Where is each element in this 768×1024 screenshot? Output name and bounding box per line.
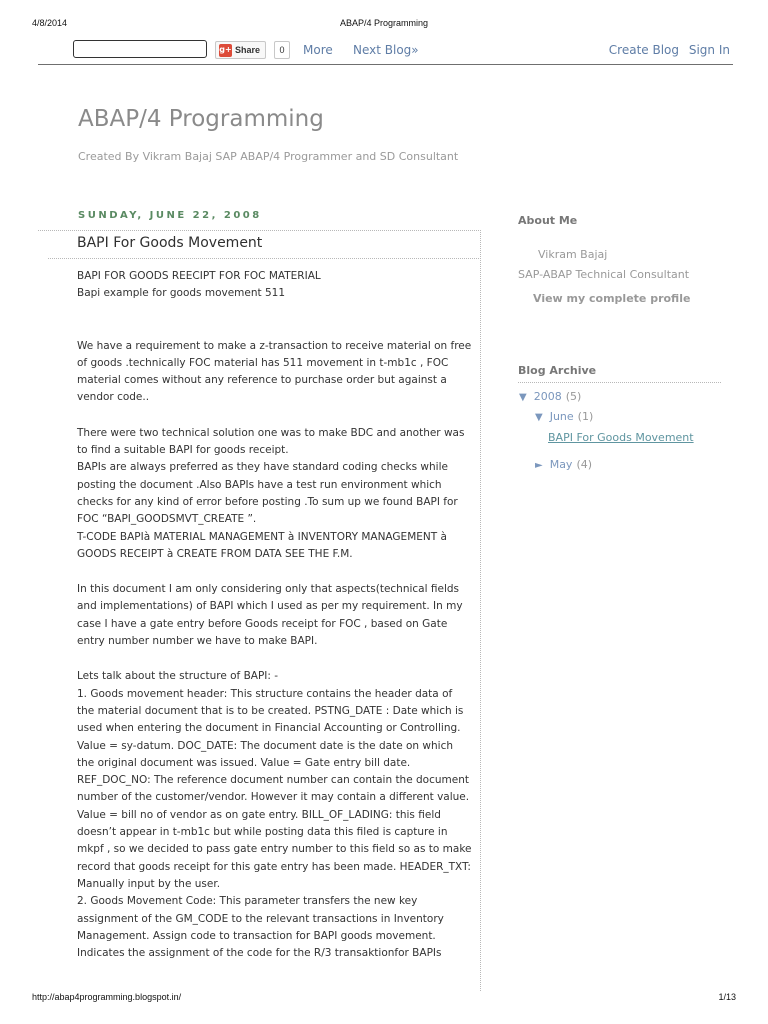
- google-plus-icon: g+: [219, 44, 232, 57]
- post-paragraph: In this document I am only considering only that aspects(technical fields and implementations) of BAPI which I used as per my requirement. In my case I have a gate entry before Goods receipt for FOC , based on Gate entry number number we have to make BAPI.: [77, 583, 463, 648]
- print-footer: [32, 992, 736, 1006]
- blog-title[interactable]: ABAP/4 Programming: [78, 106, 324, 132]
- post-paragraph: BAPIs are always preferred as they have standard coding checks while posting the document .Also BAPIs have a test run environment which checks for any kind of error before posting .To sum up we found BAPI for FOC “BAPI_GOODSMVT_CREATE ”.: [77, 461, 458, 526]
- post-paragraph: Lets talk about the structure of BAPI: -: [77, 670, 279, 683]
- print-date: 4/8/2014: [32, 18, 68, 28]
- archive-post-link[interactable]: BAPI For Goods Movement: [548, 431, 694, 444]
- view-profile-link[interactable]: View my complete profile: [533, 292, 691, 305]
- post-title-divider: [48, 258, 481, 259]
- post-spacer: [77, 407, 472, 425]
- author-name: Vikram Bajaj: [538, 248, 608, 261]
- blogger-navbar: [38, 40, 733, 65]
- print-header: [32, 18, 736, 32]
- post-body: [77, 268, 472, 962]
- post-paragraph: We have a requirement to make a z-transaction to receive material on free of goods .technically FOC material has 511 movement in t-mb1c , FOC material comes without any reference to purchase order but against a vendor code..: [77, 339, 472, 404]
- archive-divider: [518, 382, 721, 383]
- create-blog-link[interactable]: Create Blog: [608, 43, 679, 57]
- expand-toggle-icon[interactable]: ▼: [519, 392, 527, 403]
- archive-month-link[interactable]: May: [549, 458, 573, 471]
- post-title[interactable]: BAPI For Goods Movement: [77, 235, 263, 251]
- post-paragraph: T-CODE BAPIà MATERIAL MANAGEMENT à INVENTORY MANAGEMENT à GOODS RECEIPT à CREATE FROM DATA SEE THE F.M.: [77, 530, 447, 560]
- archive-year-link[interactable]: 2008: [533, 390, 562, 403]
- archive-year-count: (5): [565, 390, 582, 403]
- next-blog-link[interactable]: Next Blog»: [353, 43, 419, 57]
- share-label: Share: [235, 45, 261, 55]
- print-url: http://abap4programming.blogspot.in/: [32, 992, 182, 1002]
- print-title: ABAP/4 Programming: [339, 18, 429, 28]
- blog-archive-heading: Blog Archive: [518, 364, 597, 377]
- archive-month-may: [535, 458, 592, 471]
- collapse-toggle-icon[interactable]: ►: [535, 460, 543, 471]
- sign-in-link[interactable]: Sign In: [688, 43, 730, 57]
- archive-month-link[interactable]: June: [549, 410, 574, 423]
- blog-description: Created By Vikram Bajaj SAP ABAP/4 Programmer and SD Consultant: [78, 150, 459, 163]
- share-count: 0: [274, 41, 290, 59]
- post-spacer: [77, 563, 472, 581]
- archive-year-2008: [519, 390, 581, 403]
- post-paragraph: Bapi example for goods movement 511: [77, 287, 286, 300]
- post-paragraph: 1. Goods movement header: This structure contains the header data of the material document that is to be created. PSTNG_DATE : Date which is used when entering the document in Financial Accounting or Controlling. Value = sy-datum. DOC_DATE: The document date is the date on which the original document was issued. Value = Gate entry bill date. REF_DOC_NO: The reference document number can contain the document number of the customer/vendor. However it may contain a different value. Value = bill no of vendor as on gate entry. BILL_OF_LADING: this field doesn’t appear in t-mb1c but while posting data this filed is capture in mkpf , so we decided to pass gate entry number to this field so as to make record that goods receipt for this gate entry has been made. HEADER_TXT: Manually input by the user.: [77, 687, 472, 890]
- post-spacer: [77, 650, 472, 668]
- post-date-header: SUNDAY, JUNE 22, 2008: [78, 210, 262, 221]
- search-input[interactable]: [73, 40, 207, 58]
- more-link[interactable]: More: [303, 43, 333, 57]
- google-plus-share-button[interactable]: [215, 41, 266, 59]
- post-paragraph: There were two technical solution one was to make BDC and another was to find a suitable BAPI for goods receipt.: [77, 426, 465, 457]
- archive-month-count: (1): [577, 410, 594, 423]
- archive-month-june: [535, 410, 593, 423]
- author-role: SAP-ABAP Technical Consultant: [518, 268, 690, 281]
- archive-month-count: (4): [576, 458, 593, 471]
- post-spacer: [77, 303, 472, 338]
- about-me-heading: About Me: [518, 214, 578, 227]
- print-page-number: 1/13: [718, 992, 736, 1002]
- post-paragraph: 2. Goods Movement Code: This parameter transfers the new key assignment of the GM_CODE to the relevant transactions in Inventory Management. Assign code to transaction for BAPI goods movement. Indicates the assignment of the code for the R/3 transaktionfor BAPIs: [77, 895, 444, 960]
- post-paragraph: BAPI FOR GOODS REECIPT FOR FOC MATERIAL: [77, 270, 321, 282]
- expand-toggle-icon[interactable]: ▼: [535, 412, 543, 423]
